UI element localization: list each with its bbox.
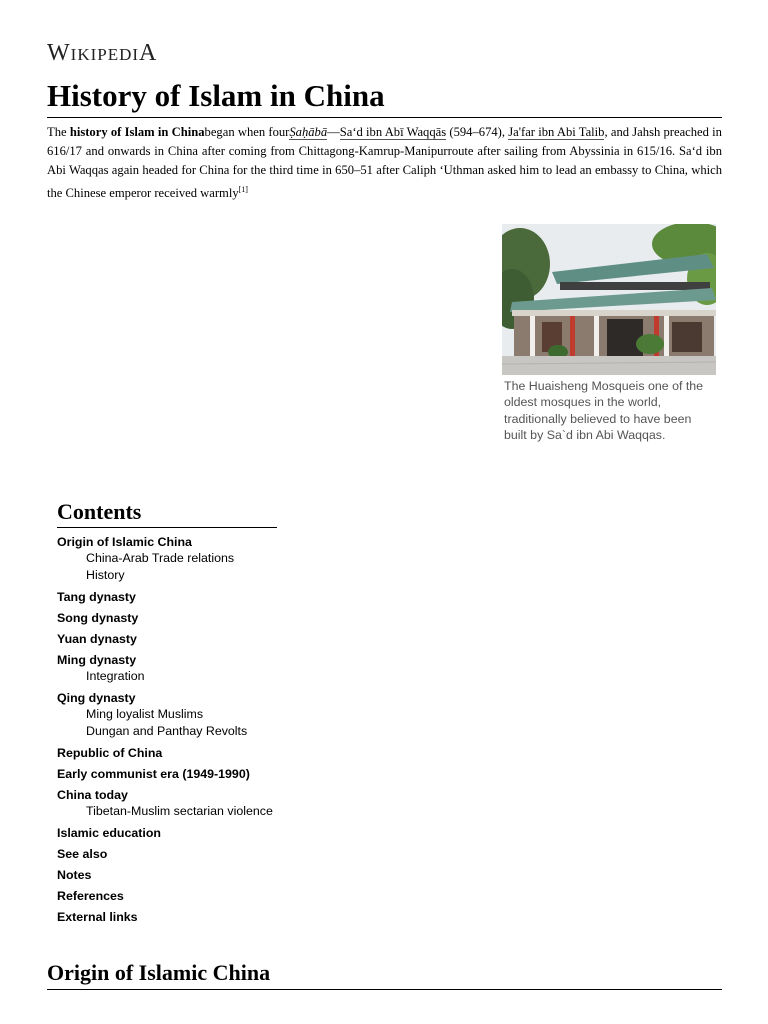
toc-link[interactable]: References bbox=[57, 889, 124, 903]
toc-sublist bbox=[57, 668, 357, 685]
toc-item bbox=[57, 534, 357, 584]
intro-text-2: began when four bbox=[204, 125, 290, 139]
toc-item bbox=[57, 846, 357, 862]
toc-subitem-link[interactable]: History bbox=[86, 568, 125, 582]
toc-item bbox=[57, 652, 357, 685]
toc-link[interactable]: China today bbox=[57, 788, 128, 802]
toc-link[interactable]: Yuan dynasty bbox=[57, 632, 137, 646]
toc-subitem-link[interactable]: Ming loyalist Muslims bbox=[86, 707, 204, 721]
section-heading-origin: Origin of Islamic China bbox=[47, 960, 271, 985]
toc-subitem-link[interactable]: China-Arab Trade relations bbox=[86, 551, 235, 565]
toc-item bbox=[57, 825, 357, 841]
toc-subitem-link[interactable]: Integration bbox=[86, 669, 145, 683]
toc-title: Contents bbox=[57, 499, 142, 524]
huaisheng-mosque-photo[interactable] bbox=[502, 224, 716, 375]
toc-link[interactable]: Tang dynasty bbox=[57, 590, 136, 604]
toc-item bbox=[57, 610, 357, 626]
intro-text-3: — bbox=[327, 125, 340, 139]
toc-subitem-link[interactable]: Dungan and Panthay Revolts bbox=[86, 724, 248, 738]
jafar-ibn-abi-talib-link[interactable]: Ja'far ibn Abi Talib bbox=[508, 125, 605, 139]
toc-link[interactable]: Ming dynasty bbox=[57, 653, 137, 667]
toc-link[interactable]: Islamic education bbox=[57, 826, 161, 840]
toc-item bbox=[57, 631, 357, 647]
toc-sublist bbox=[57, 803, 357, 820]
toc-item bbox=[57, 766, 357, 782]
logo-middle: IKIPEDI bbox=[70, 45, 140, 64]
toc-subitem-link[interactable]: Tibetan-Muslim sectarian violence bbox=[86, 804, 273, 818]
toc-link[interactable]: External links bbox=[57, 910, 138, 924]
logo-final: A bbox=[139, 40, 158, 66]
toc-link[interactable]: Republic of China bbox=[57, 746, 163, 760]
table-of-contents bbox=[57, 534, 357, 925]
toc-link[interactable]: Qing dynasty bbox=[57, 691, 136, 705]
reference-1-link[interactable]: [1] bbox=[238, 185, 248, 194]
toc-item bbox=[57, 690, 357, 740]
toc-item bbox=[57, 867, 357, 883]
page-title: History of Islam in China bbox=[47, 78, 385, 113]
toc-sublist bbox=[57, 706, 357, 740]
toc-item bbox=[57, 888, 357, 904]
sad-ibn-abi-waqqas-link[interactable]: Sa‘d ibn Abī Waqqās bbox=[339, 125, 447, 139]
toc-link[interactable]: Early communist era (1949-1990) bbox=[57, 767, 250, 781]
toc-item bbox=[57, 787, 357, 820]
toc-link[interactable]: Notes bbox=[57, 868, 92, 882]
intro-bold-term: history of Islam in China bbox=[69, 125, 205, 139]
intro-text-1: The bbox=[47, 125, 70, 139]
toc-link[interactable]: Song dynasty bbox=[57, 611, 139, 625]
logo-initial: W bbox=[47, 40, 71, 66]
toc-item bbox=[57, 589, 357, 605]
intro-paragraph bbox=[47, 123, 722, 203]
mosque-figure bbox=[502, 224, 716, 443]
title-divider bbox=[47, 117, 722, 118]
toc-item bbox=[57, 909, 357, 925]
sahaba-link[interactable]: Ṣaḥābā bbox=[289, 125, 328, 139]
toc-item bbox=[57, 745, 357, 761]
toc-link[interactable]: See also bbox=[57, 847, 108, 861]
section-divider bbox=[47, 989, 722, 990]
figure-caption: The Huaisheng Mosqueis one of the oldest mosques in the world, traditionally believed to have been built by Sa`d ibn Abi Waqqas. bbox=[504, 379, 704, 442]
intro-text-4: (594–674), bbox=[446, 125, 509, 139]
toc-link[interactable]: Origin of Islamic China bbox=[57, 535, 192, 549]
toc-divider bbox=[57, 527, 277, 528]
intro-text-5: , and Jahsh preached in 616/17 and onwards in China after coming from Chittagong-Kamrup-Manipurroute after sailing from Abyssinia in 615/16. Sa‘d ibn Abi Waqqas again headed for China for the third time in 650–51 after Caliph ‘Uthman asked him to lead an embassy to China, which the Chinese emperor received warmly bbox=[47, 125, 722, 201]
toc-sublist bbox=[57, 550, 357, 584]
wikipedia-logo[interactable] bbox=[47, 40, 157, 67]
